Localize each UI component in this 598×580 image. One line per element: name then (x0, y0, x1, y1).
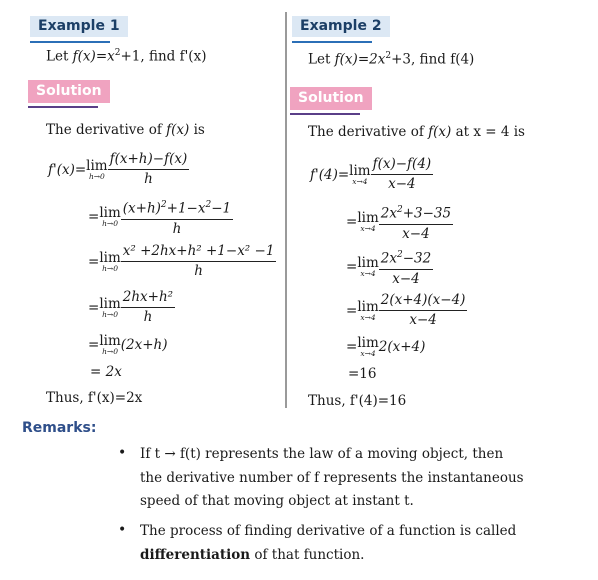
example-1-step-2: = lim h→0 $\frac{(x+h)^2+1-x^2-1}{h}$ (88, 196, 233, 239)
example-2-intro: The derivative of f(x) at x = 4 is (308, 124, 525, 140)
example-2-tag: Example 2 (292, 16, 390, 37)
example-2-question: Let $f(x)=2x^2+3$, find f(4) (308, 51, 475, 68)
example-1-conclusion: Thus, f'(x)=2x (46, 390, 143, 406)
remarks-heading: Remarks: (22, 420, 97, 436)
differentiation-term: differentiation (140, 546, 251, 563)
solution-2-tag: Solution (290, 87, 372, 110)
example-2-step-5: = lim x→4 2(x+4) (346, 335, 426, 358)
example-1-step-3: = lim h→0 $\frac{\text{x² +2hx+h² +1−x² −1}}{h}$ (88, 243, 275, 279)
solution-1-underline (28, 106, 98, 108)
bullet-dot-1: • (118, 445, 127, 461)
example-2-step-2: = lim x→4 $\frac{2x^2+3-35}{x-4}$ (346, 201, 453, 244)
example-1-intro: The derivative of f(x) is (46, 122, 205, 138)
example-1-step-6: = 2x (90, 364, 122, 380)
column-divider (285, 12, 287, 408)
example-2-underline (292, 41, 372, 43)
example-2-step-3: = lim x→4 $\frac{2x^2-32}{x-4}$ (346, 246, 433, 289)
solution-2-underline (290, 113, 360, 115)
example-1-underline (30, 41, 110, 43)
example-1-tag: Example 1 (30, 16, 128, 37)
solution-1-tag: Solution (28, 80, 110, 103)
example-2-step-6: =16 (348, 366, 377, 382)
bullet-dot-2: • (118, 522, 127, 538)
example-1-step-4: = lim h→0 $\frac{\text{2hx+h²}}{h}$ (88, 289, 174, 325)
example-2-step-1: f'(4)= lim x→4 $\frac{f(x)-f(4)}{x-4}$ (310, 156, 432, 192)
remark-1: If t → f(t) represents the law of a moving object, then the derivative number of f represents the instantaneous speed of that moving object at instant t. (140, 446, 524, 509)
example-1-step-5: = lim h→0 (2x+h) (88, 333, 168, 356)
example-2-step-4: = lim x→4 $\frac{2(x+4)(x-4)}{x-4}$ (346, 292, 466, 328)
example-1-step-1: f'(x)= lim h→0 $\frac{f(x+h)-f(x)}{h}$ (48, 151, 188, 187)
example-2-conclusion: Thus, f'(4)=16 (308, 393, 407, 409)
remark-2: The process of finding derivative of a function is called differentiation of that function. (140, 523, 517, 563)
example-1-question: Let $f(x)=x^2+1$, find f'(x) (46, 48, 207, 65)
